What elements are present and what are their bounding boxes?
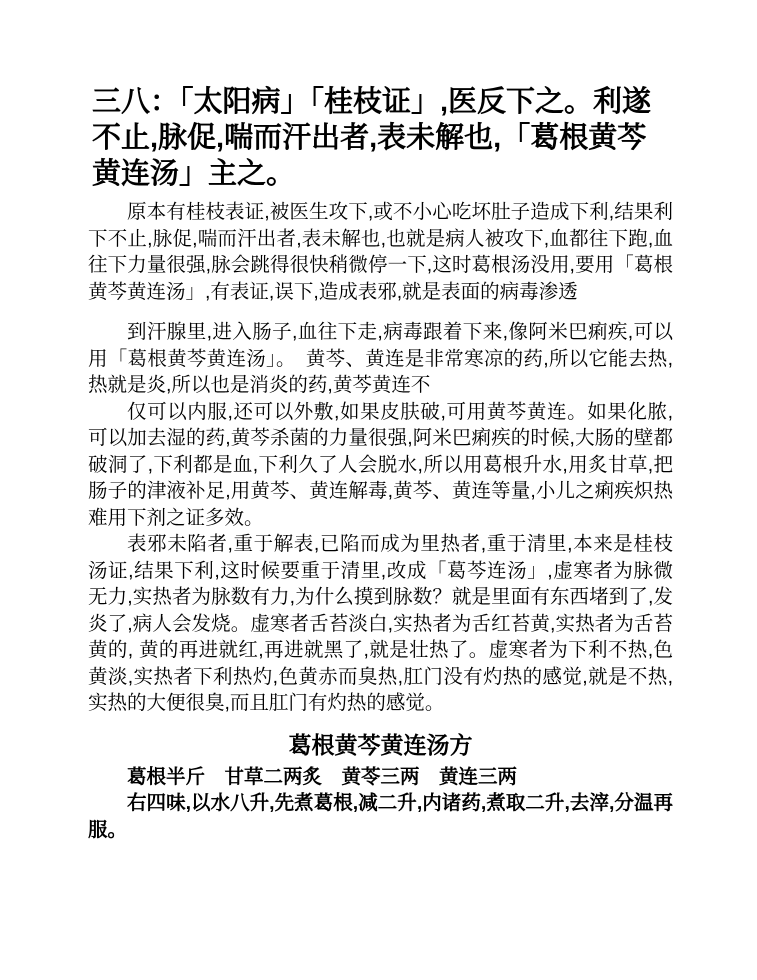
- formula-ingredients: 葛根半斤 甘草二两炙 黄苓三两 黄连三两: [127, 765, 518, 788]
- formula-instructions: 右四味,以水八升,先煮葛根,减二升,内诸药,煮取二升,去滓,分温再服。: [88, 792, 673, 841]
- formula-title: 葛根黄芩黄连汤方: [288, 731, 473, 758]
- paragraph-commentary-4: 表邪未陷者,重于解表,已陷而成为里热者,重于清里,本来是桂枝汤证,结果下利,这时候要重于清里,改成「葛芩连汤」,虚寒者为脉微无力,实热者为脉数有力,为什么摸到脉数？就是里面有东西堵到了,发炎了,病人会发烧。虚寒者舌苔淡白,实热者为舌红苔黄,实热者为舌苔黄的, 黄的再进就红,再进就黑了,就是壮热了。虚寒者为下利不热,色黄淡,实热者下利热灼,色黄赤而臭热,肛门没有灼热的感觉,就是不热,实热的大便很臭,而且肛门有灼热的感觉。: [88, 533, 673, 714]
- clause-heading: 三八：「太阳病」「桂枝证」,医反下之。利遂不止,脉促,喘而汗出者,表未解也,「葛根黄芩黄连汤」主之。: [92, 86, 652, 190]
- paragraph-commentary-2: 到汗腺里,进入肠子,血往下走,病毒跟着下来,像阿米巴痢疾,可以用「葛根黄芩黄连汤」。 黄芩、黄连是非常寒凉的药,所以它能去热,热就是炎,所以也是消炎的药,黄芩黄连不: [88, 321, 673, 396]
- paragraph-commentary-1: 原本有桂枝表证,被医生攻下,或不小心吃坏肚子造成下利,结果利下不止,脉促,喘而汗出者,表未解也,也就是病人被攻下,血都往下跑,血往下力量很强,脉会跳得很快稍微停一下,这时葛根汤没用,要用「葛根黄芩黄连汤」,有表证,误下,造成表邪,就是表面的病毒渗透: [88, 201, 673, 303]
- paragraph-commentary-3: 仅可以内服,还可以外敷,如果皮肤破,可用黄芩黄连。如果化脓,可以加去湿的药,黄芩杀菌的力量很强,阿米巴痢疾的时候,大肠的壁都破洞了,下利都是血,下利久了人会脱水,所以用葛根升水,用炙甘草,把肠子的津液补足,用黄芩、黄连解毒,黄芩、黄连等量,小儿之痢疾炽热难用下剂之证多效。: [88, 400, 673, 529]
